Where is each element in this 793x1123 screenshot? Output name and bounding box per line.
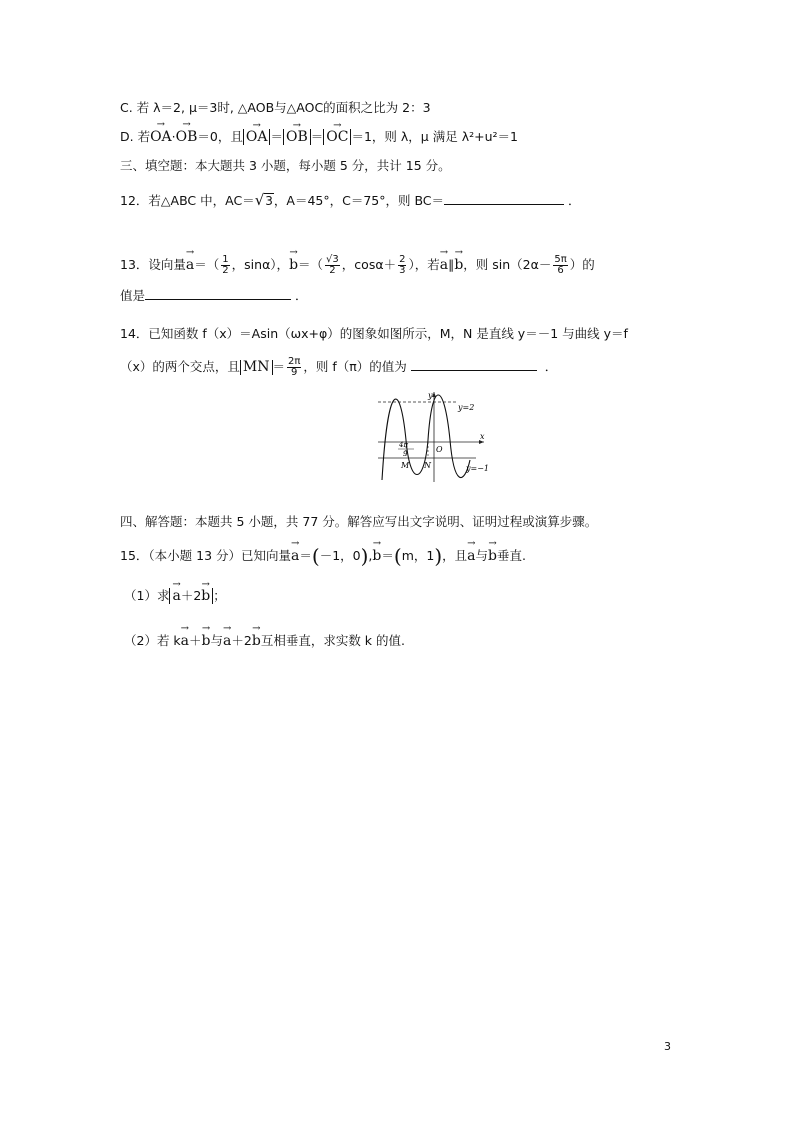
q14-line1: 14．已知函数 f（x）＝Asin（ωx+φ）的图象如图所示，M，N 是直线 y＝－1 与曲线 y＝f xyxy=(120,326,628,341)
frac-num: 5π xyxy=(554,254,567,265)
q11-d-eq: ＝ xyxy=(310,129,324,144)
q13-eq: ＝（ xyxy=(194,257,220,272)
abs-vector-oa: → OA xyxy=(246,130,268,145)
frac-num: 2 xyxy=(399,254,406,265)
point-n-label: N xyxy=(424,461,431,470)
vector-a: → a xyxy=(440,252,448,278)
question-14-line2 xyxy=(120,356,557,378)
q11-d-eq: ＝ xyxy=(270,129,283,144)
q15-sub2-end: 互相垂直，求实数 k 的值. xyxy=(260,633,405,648)
paren: ) xyxy=(434,544,443,568)
question-13-line2 xyxy=(120,285,308,305)
frac-den: 6 xyxy=(557,265,564,276)
q11-d-rest: ＝1，则 λ，μ 满足 λ²+u²＝1 xyxy=(351,129,518,144)
q15-sub1-end: ； xyxy=(213,588,226,603)
frac-num: √3 xyxy=(326,254,339,265)
paren: ( xyxy=(311,544,320,568)
question-15-part1 xyxy=(124,585,226,607)
frac-sqrt-val: 3 xyxy=(332,254,339,265)
q15-sub2-yu: 与 xyxy=(210,633,224,648)
vector-b: → b xyxy=(202,630,211,652)
paren: ( xyxy=(393,544,402,568)
fraction-2pi-over-9 xyxy=(287,357,301,378)
tick-label-denominator: 9 xyxy=(403,450,408,458)
q13-part3: ），若 xyxy=(408,257,440,272)
abs-mn: MN xyxy=(240,360,273,375)
q11-d-mid: ＝0，且 xyxy=(197,129,243,144)
q12-prefix: 12．若△ABC 中，AC＝ xyxy=(120,193,255,208)
q15-val-a: －1，0 xyxy=(319,548,361,563)
vector-ob: → OB xyxy=(176,128,198,146)
q13-part1: ，sinα）， xyxy=(231,257,290,272)
plus: ＋ xyxy=(189,633,202,648)
q12-rest: ，A＝45°，C＝75°，则 BC＝ xyxy=(273,193,445,208)
point-m-label: M xyxy=(401,461,410,470)
q15-eq: ＝ xyxy=(299,548,312,563)
vector-oa: → OA xyxy=(150,128,172,146)
frac-den: 3 xyxy=(399,265,406,276)
fraction-5pi-over-6 xyxy=(553,255,567,276)
q14-line2-b: ，则 f（π）的值为 xyxy=(303,359,407,374)
sine-graph xyxy=(376,388,496,486)
frac-num: 1 xyxy=(222,254,229,265)
abs-vector-oc: → OC xyxy=(326,130,348,145)
y-minus1-label: y=−1 xyxy=(466,464,490,473)
section-4-text: 四、解答题：本题共 5 小题，共 77 分。解答应写出文字说明、证明过程或演算步骤。 xyxy=(120,514,598,529)
answer-blank[interactable] xyxy=(145,285,291,300)
question-13 xyxy=(120,252,595,278)
fraction-two-thirds xyxy=(398,255,406,276)
vector-b: → b xyxy=(488,544,497,568)
vector-a: → a xyxy=(181,630,189,652)
page-number: 3 xyxy=(664,1040,671,1053)
y-axis-label: y xyxy=(428,391,433,400)
x-axis-label: x xyxy=(480,432,485,441)
y2-label: y=2 xyxy=(458,403,475,412)
q13-part4: ，则 sin（2α－ xyxy=(463,257,552,272)
vector-a: → a xyxy=(172,589,180,604)
plus-two: ＋2 xyxy=(180,588,202,603)
answer-blank[interactable] xyxy=(444,190,564,205)
frac-den: 9 xyxy=(291,367,298,378)
q15-eq: ＝ xyxy=(381,548,394,563)
sqrt-symbol: √ xyxy=(254,191,265,209)
q15-sub2-prefix: （2）若 k xyxy=(124,633,181,648)
q13-part2: ，cosα＋ xyxy=(341,257,397,272)
vector-b: → b xyxy=(454,252,463,278)
fraction-half xyxy=(221,255,229,276)
frac-den: 2 xyxy=(329,265,336,276)
vector-b: → b xyxy=(372,544,381,568)
vector-b: → b xyxy=(201,589,210,604)
origin-label: O xyxy=(436,445,443,454)
answer-blank[interactable] xyxy=(411,356,537,371)
q15-mid: ，且 xyxy=(442,548,468,563)
q15-prefix: 15．（本小题 13 分）已知向量 xyxy=(120,548,292,563)
question-12 xyxy=(120,190,581,210)
question-15: 15．（本小题 13 分）已知向量→ a＝(－1，0),→ b＝(m，1)，且→ a与→ b垂直. xyxy=(120,544,526,568)
q11-option-c-text: C. 若 λ＝2, μ＝3时, △AOB与△AOC的面积之比为 2：3 xyxy=(120,100,431,115)
q11-option-d xyxy=(120,128,518,146)
question-14 xyxy=(120,325,628,343)
frac-den: 2 xyxy=(222,265,229,276)
fraction-sqrt3-over-2 xyxy=(325,255,340,276)
q13-end: ． xyxy=(295,288,308,303)
q14-eq: ＝ xyxy=(272,359,286,374)
paren: ) xyxy=(360,544,369,568)
vector-a: → a xyxy=(186,252,194,278)
vector-b: → b xyxy=(252,630,261,652)
vector-a: → a xyxy=(223,630,231,652)
q13-line2-text: 值是 xyxy=(120,288,146,303)
q15-val-b: m，1 xyxy=(401,548,435,563)
section-3-heading xyxy=(120,157,451,175)
abs-vector-ob: → OB xyxy=(286,130,308,145)
section-3-text: 三、填空题：本大题共 3 小题，每小题 5 分，共计 15 分。 xyxy=(120,158,451,173)
q13-prefix: 13．设向量 xyxy=(120,257,186,272)
q13-eq2: ＝（ xyxy=(298,257,324,272)
q14-line2-a: （x）的两个交点，且 xyxy=(120,359,240,374)
plus-two: ＋2 xyxy=(231,633,252,648)
vector-a: → a xyxy=(467,544,475,568)
vector-a: → a xyxy=(291,544,299,568)
q12-sqrt-value: 3 xyxy=(265,194,273,208)
q15-end: 垂直. xyxy=(497,548,526,563)
q12-end: ． xyxy=(568,193,581,208)
parallel-symbol: ∥ xyxy=(448,257,455,272)
q15-sub1-prefix: （1）求 xyxy=(124,588,170,603)
q14-end: ． xyxy=(544,359,558,374)
q15-yu: 与 xyxy=(475,548,489,563)
dot-operator: · xyxy=(171,129,176,144)
q13-part5: ）的 xyxy=(569,257,595,272)
q11-option-c xyxy=(120,99,431,117)
section-4-heading xyxy=(120,513,597,531)
tick-label-numerator: 4π xyxy=(399,441,409,449)
q11-d-prefix: D. 若 xyxy=(120,129,151,144)
vector-b: → b xyxy=(289,252,298,278)
question-15-part2 xyxy=(124,630,405,652)
frac-num: 2π xyxy=(288,356,301,367)
